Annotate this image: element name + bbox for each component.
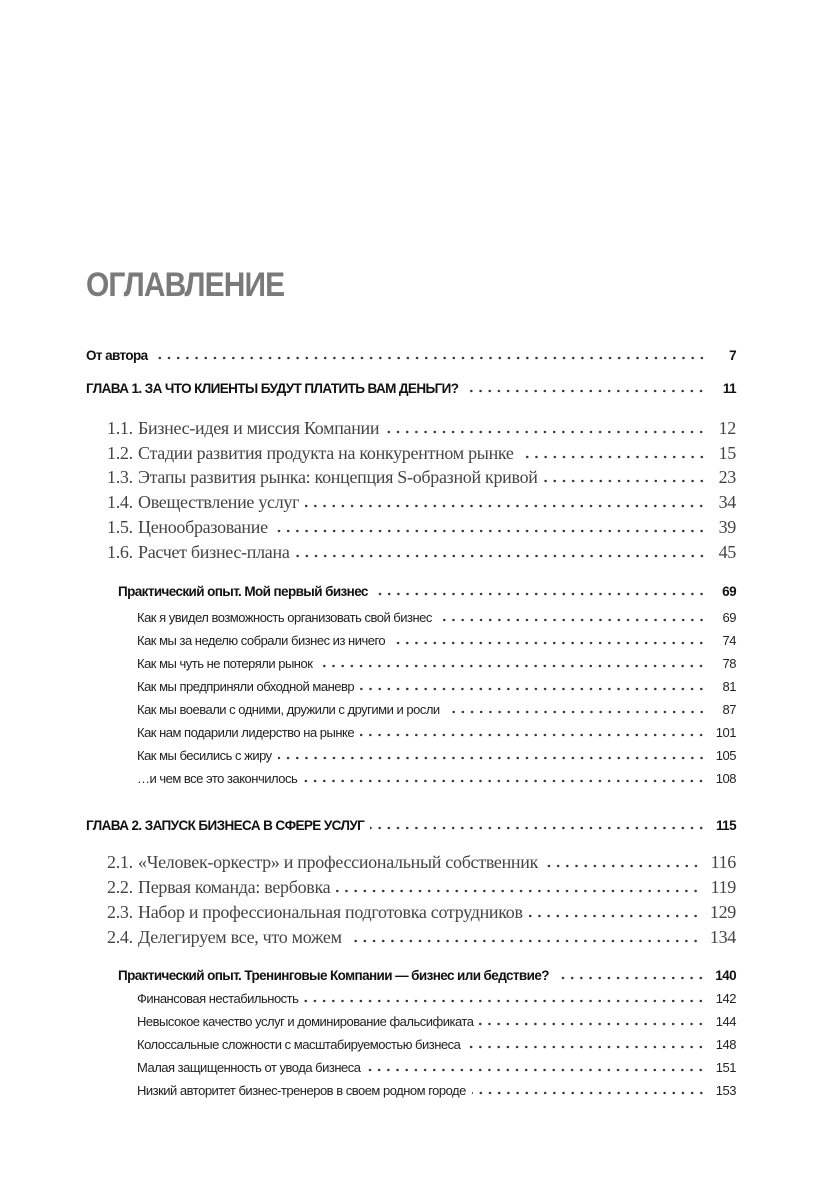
entry-title: Как мы бесились с жиру (137, 748, 272, 763)
entry-page-number: 15 (718, 443, 736, 463)
dot-leader (278, 750, 706, 760)
dot-leader (274, 523, 706, 533)
entry-page-number: 148 (715, 1037, 736, 1052)
entry-title: Как мы чуть не потеряли рынок (137, 656, 313, 671)
entry-title: Как мы за неделю собрали бизнес из ничего (137, 633, 386, 648)
entry-page-number: 12 (718, 418, 736, 438)
dot-leader (466, 1039, 705, 1049)
entry-title: Овеществление услуг (138, 492, 300, 512)
dot-leader (479, 1016, 705, 1026)
entry-page-number: 116 (710, 852, 736, 872)
toc-entry (107, 542, 736, 563)
entry-page-number: 119 (710, 877, 736, 897)
toc-entry (137, 656, 736, 671)
entry-title: Бизнес-идея и миссия Компании (138, 418, 380, 438)
entry-page-number: 153 (715, 1083, 736, 1098)
dot-leader (464, 383, 706, 393)
toc-entry (137, 633, 736, 648)
dot-leader (360, 681, 706, 691)
entry-number: 1.5. (107, 517, 133, 537)
dot-leader (555, 970, 705, 980)
dot-leader (544, 858, 701, 868)
entry-number: 1.1. (107, 418, 133, 438)
entry-title: …и чем все это закончилось (137, 771, 298, 786)
entry-number: 2.3. (107, 902, 133, 922)
entry-title: Практический опыт. Тренинговые Компании — бизнес или бедствие? (118, 968, 549, 983)
entry-number: 2.4. (107, 927, 133, 947)
dot-leader (438, 612, 706, 622)
entry-number: 2.1. (107, 852, 133, 872)
entry-title: Колоссальные сложности с масштабируемостью бизнеса (137, 1037, 461, 1052)
dot-leader (446, 704, 706, 714)
entry-page-number: 34 (718, 492, 736, 512)
entry-title: Делегируем все, что можем (138, 927, 342, 947)
toc-entry (107, 443, 736, 464)
dot-leader (544, 473, 706, 483)
toc-entry (107, 852, 736, 873)
entry-title: «Человек-оркестр» и профессиональный собственник (138, 852, 539, 872)
toc-entry (137, 1083, 736, 1098)
entry-title: Этапы развития рынка: концепция S-образной кривой (138, 467, 538, 487)
dot-leader (304, 993, 705, 1003)
toc-entry (137, 1014, 736, 1029)
toc-entry (86, 381, 736, 396)
dot-leader (296, 548, 706, 558)
entry-title: Как мы предприняли обходной маневр (137, 679, 355, 694)
entry-page-number: 151 (715, 1060, 736, 1075)
dot-leader (336, 883, 700, 893)
entry-title: Малая защищенность от увода бизнеса (137, 1060, 361, 1075)
toc-entry (137, 991, 736, 1006)
toc-entry (137, 610, 736, 625)
toc-entry (137, 725, 736, 740)
entry-page-number: 101 (715, 725, 736, 740)
entry-page-number: 23 (718, 467, 736, 487)
toc-entry (107, 492, 736, 513)
dot-leader (366, 1062, 705, 1072)
toc-entry (107, 418, 736, 439)
dot-leader (520, 449, 706, 459)
entry-page-number: 129 (709, 902, 736, 922)
entry-title: Низкий авторитет бизнес-тренеров в своем родном городе (137, 1083, 466, 1098)
toc-entry (86, 818, 736, 833)
toc-entry (107, 902, 736, 923)
entry-page-number: 81 (722, 679, 736, 694)
entry-page-number: 108 (715, 771, 736, 786)
toc-entry (137, 771, 736, 786)
dot-leader (472, 1085, 706, 1095)
entry-page-number: 144 (715, 1014, 736, 1029)
entry-page-number: 7 (729, 348, 736, 363)
entry-number: 1.6. (107, 542, 133, 562)
entry-page-number: 87 (722, 702, 736, 717)
dot-leader (374, 586, 706, 596)
toc-entry (107, 517, 736, 538)
entry-page-number: 69 (722, 584, 736, 599)
toc-entry (137, 1037, 736, 1052)
entry-number: 1.2. (107, 443, 133, 463)
entry-page-number: 140 (715, 968, 736, 983)
dot-leader (348, 933, 700, 943)
entry-title: Первая команда: вербовка (138, 877, 331, 897)
entry-title: Стадии развития продукта на конкурентном рынке (138, 443, 514, 463)
dot-leader (391, 635, 706, 645)
entry-page-number: 69 (722, 610, 736, 625)
toc-entry (137, 1060, 736, 1075)
toc-entry (118, 968, 736, 983)
entry-page-number: 45 (718, 542, 736, 562)
toc-entry (107, 927, 736, 948)
dot-leader (303, 773, 706, 783)
dot-leader (370, 820, 706, 830)
entry-page-number: 78 (722, 656, 736, 671)
entry-title: Как мы воевали с одними, дружили с другими и росли (137, 702, 440, 717)
entry-title: Набор и профессиональная подготовка сотрудников (138, 902, 523, 922)
entry-page-number: 142 (715, 991, 736, 1006)
entry-title: ГЛАВА 1. ЗА ЧТО КЛИЕНТЫ БУДУТ ПЛАТИТЬ ВАМ ДЕНЬГИ? (86, 381, 459, 396)
dot-leader (318, 658, 706, 668)
dot-leader (154, 350, 706, 360)
entry-title: Как нам подарили лидерство на рынке (137, 725, 355, 740)
entry-number: 2.2. (107, 877, 133, 897)
dot-leader (360, 727, 706, 737)
entry-page-number: 11 (722, 381, 736, 396)
dot-leader (305, 498, 706, 508)
entry-page-number: 74 (722, 633, 736, 648)
toc-entry (107, 467, 736, 488)
toc-entry (118, 584, 736, 599)
entry-title: ГЛАВА 2. ЗАПУСК БИЗНЕСА В СФЕРЕ УСЛУГ (86, 818, 365, 833)
toc-entry (137, 702, 736, 717)
toc-entry (86, 348, 736, 363)
toc-entry (137, 748, 736, 763)
entry-title: Расчет бизнес-плана (138, 542, 290, 562)
dot-leader (385, 424, 706, 434)
entry-page-number: 39 (718, 517, 736, 537)
entry-number: 1.3. (107, 467, 133, 487)
page-title: ОГЛАВЛЕНИЕ (86, 266, 285, 304)
entry-title: Финансовая нестабильность (137, 991, 299, 1006)
entry-number: 1.4. (107, 492, 133, 512)
dot-leader (529, 908, 700, 918)
entry-title: Ценообразование (138, 517, 268, 537)
entry-page-number: 134 (709, 927, 736, 947)
entry-page-number: 105 (715, 748, 736, 763)
entry-title: Как я увидел возможность организовать свой бизнес (137, 610, 432, 625)
entry-page-number: 115 (716, 818, 736, 833)
entry-title: Невысокое качество услуг и доминирование фальсификата (137, 1014, 474, 1029)
entry-title: От автора (86, 348, 148, 363)
entry-title: Практический опыт. Мой первый бизнес (118, 584, 368, 599)
toc-entry (107, 877, 736, 898)
toc-entry (137, 679, 736, 694)
